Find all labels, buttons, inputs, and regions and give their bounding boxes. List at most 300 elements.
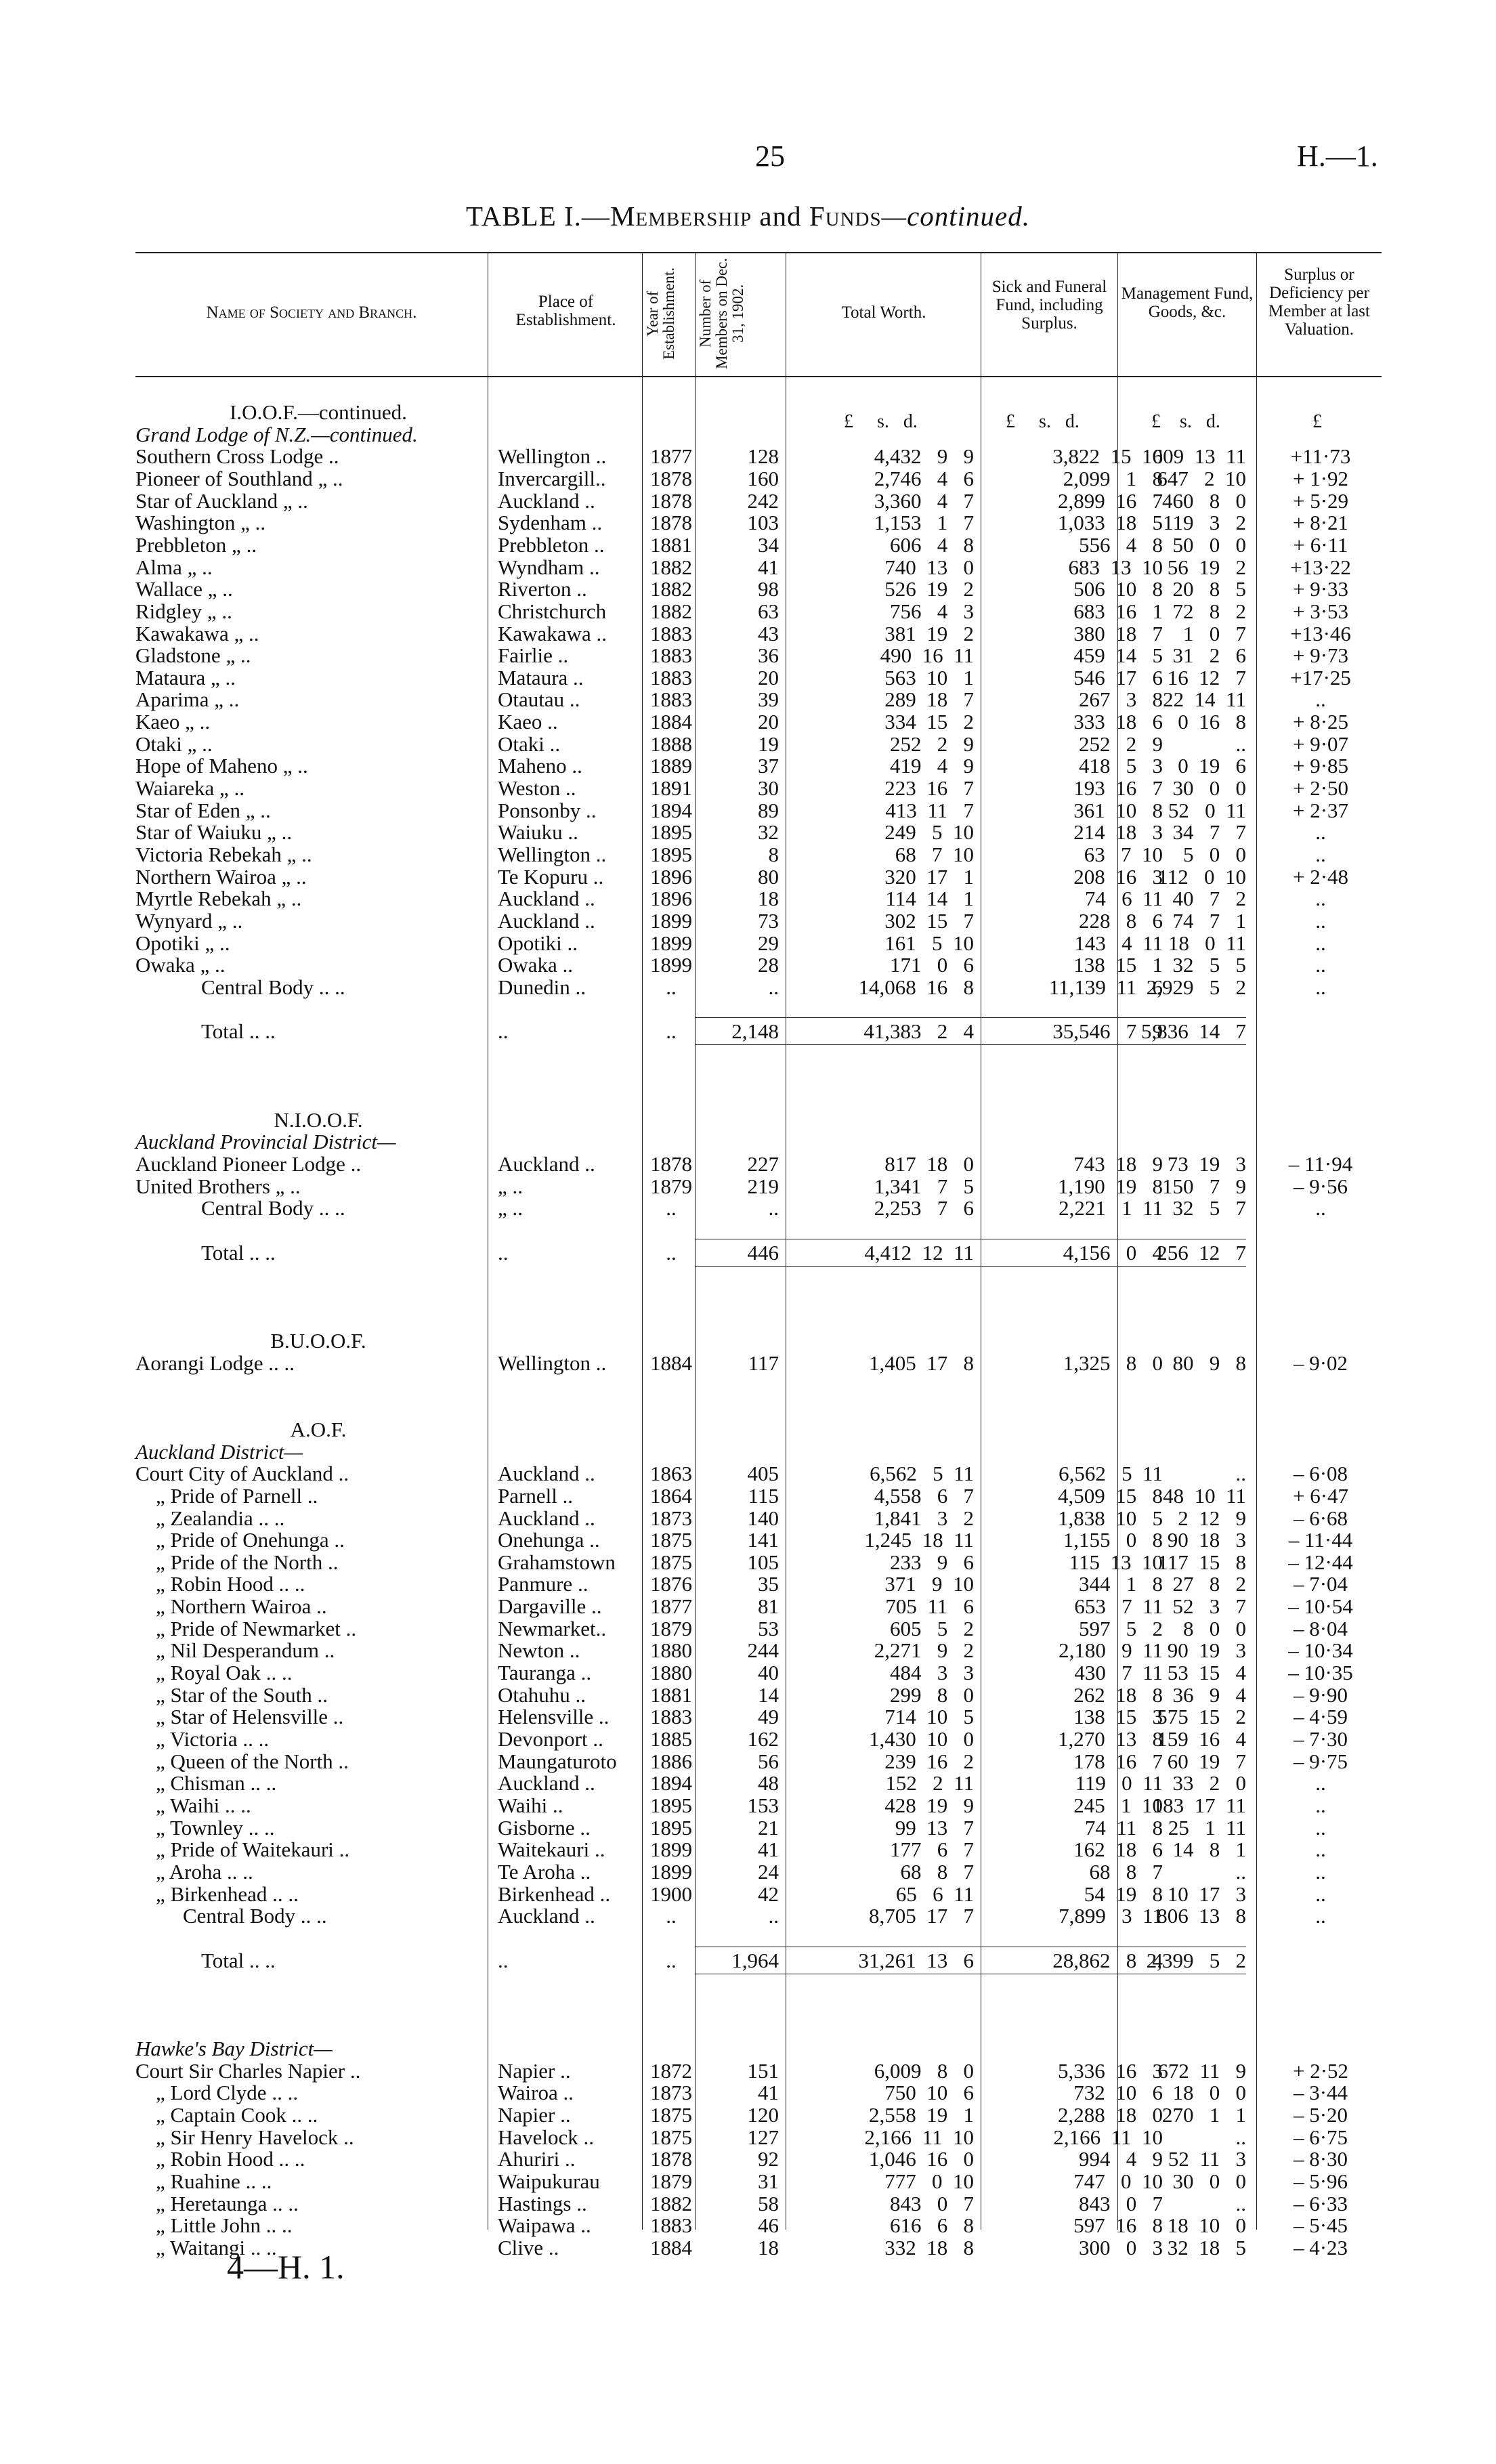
branch-name: United Brothers „ .. (135, 1174, 301, 1198)
branch-name: „ Star of the South .. (156, 1682, 328, 1707)
place: Te Aroha .. (498, 1859, 591, 1884)
branch-name: „ Queen of the North .. (156, 1749, 349, 1773)
sick-fund: 1,270 13 8 (1058, 1727, 1163, 1751)
district-name: Hawke's Bay District— (135, 2037, 333, 2061)
place: Birkenhead .. (498, 1882, 611, 1906)
sick-fund: 35,546 7 9 (1052, 1019, 1163, 1044)
total-worth: 223 16 7 (884, 776, 974, 801)
place: Clive .. (498, 2235, 559, 2259)
total-worth: 777 0 10 (884, 2169, 974, 2193)
header-year: Year of Establishment. (644, 267, 677, 360)
sick-fund: 2,180 9 11 (1059, 1638, 1163, 1663)
management-fund: 575 15 2 (1157, 1705, 1246, 1729)
total-worth: 41,383 2 4 (863, 1019, 974, 1044)
total-worth: 843 0 7 (890, 2191, 974, 2215)
year: 1888 (650, 731, 692, 756)
place: „ .. (498, 1196, 523, 1220)
year: 1878 (650, 466, 692, 490)
sick-fund: 1,033 18 5 (1058, 511, 1163, 535)
total-worth: 2,253 7 6 (874, 1196, 974, 1220)
year: 1879 (650, 1174, 692, 1198)
surplus: + 2·37 (1292, 798, 1349, 822)
place: Auckland .. (498, 1771, 595, 1796)
management-fund: 18 0 11 (1168, 931, 1246, 955)
branch-name: Pioneer of Southland „ .. (135, 466, 343, 490)
surplus: + 1·92 (1292, 466, 1349, 490)
year: 1895 (650, 1793, 692, 1817)
sick-fund: 74 11 8 (1084, 1815, 1163, 1840)
place: .. (498, 1948, 509, 1972)
table-row (0, 1772, 1496, 1795)
surplus: – 6·33 (1293, 2191, 1348, 2215)
surplus: + 2·48 (1292, 864, 1349, 889)
branch-name: „ Victoria .. .. (156, 1727, 270, 1751)
table-row (0, 556, 1496, 579)
place: Christchurch (498, 599, 607, 623)
year: .. (666, 1019, 677, 1044)
header-worth: Total Worth. (841, 303, 926, 322)
branch-name: Wynyard „ .. (135, 908, 243, 933)
sick-fund: 2,288 18 0 (1058, 2103, 1163, 2127)
surplus: – 10·34 (1288, 1638, 1353, 1663)
year: 1899 (650, 908, 692, 933)
place: Maheno .. (498, 754, 582, 778)
year: 1883 (650, 643, 692, 668)
total-worth: 320 17 1 (884, 864, 974, 889)
management-fund: 0 16 8 (1178, 710, 1246, 734)
management-fund: 8 0 0 (1183, 1616, 1246, 1640)
sick-fund: 6,562 5 11 (1059, 1462, 1163, 1486)
year: 1884 (650, 710, 692, 734)
total-worth: 1,430 10 0 (869, 1727, 974, 1751)
place: Wellington .. (498, 1351, 607, 1375)
members: 18 (758, 887, 779, 911)
year: 1879 (650, 1616, 692, 1640)
sick-fund: 333 18 6 (1073, 710, 1163, 734)
total-worth: 605 5 2 (890, 1616, 974, 1640)
sick-fund: 162 18 6 (1073, 1838, 1163, 1862)
total-worth: 563 10 1 (884, 665, 974, 689)
management-fund: 32 5 7 (1172, 1196, 1246, 1220)
management-fund: 460 8 0 (1162, 488, 1246, 513)
table-row (0, 2104, 1496, 2127)
members: 30 (758, 776, 779, 801)
branch-name: Opotiki „ .. (135, 931, 230, 955)
total-worth: 1,405 17 8 (869, 1351, 974, 1375)
year: 1880 (650, 1661, 692, 1685)
sick-fund: 4,156 0 4 (1063, 1240, 1163, 1265)
table-row (0, 1661, 1496, 1684)
title-and: and (752, 200, 809, 232)
total-worth: 68 7 10 (895, 843, 974, 866)
members: 19 (758, 731, 779, 756)
table-row (0, 445, 1496, 468)
place: Parnell .. (498, 1483, 574, 1508)
table-row (0, 1838, 1496, 1861)
year: 1895 (650, 1815, 692, 1840)
district-name: Grand Lodge of N.Z.—continued. (135, 422, 418, 446)
branch-name: „ Waitangi .. .. (156, 2235, 277, 2259)
place: „ .. (498, 1174, 523, 1198)
members: 41 (758, 1838, 779, 1862)
management-fund: 60 19 7 (1167, 1749, 1246, 1773)
place: Te Kopuru .. (498, 864, 604, 889)
members: 18 (758, 2235, 779, 2259)
footer-signature: 4—H. 1. (227, 2248, 345, 2286)
branch-name: Aparima „ .. (135, 687, 240, 712)
members: 117 (748, 1351, 779, 1375)
table-row (0, 1705, 1496, 1728)
total-worth: 526 19 2 (884, 577, 974, 601)
surplus: + 9·85 (1292, 754, 1349, 778)
management-fund: 36 9 4 (1172, 1682, 1246, 1707)
surplus: .. (1315, 931, 1326, 955)
year: .. (666, 1196, 677, 1220)
table-row (0, 910, 1496, 933)
place: Hastings .. (498, 2191, 587, 2215)
sick-fund: 344 1 8 (1079, 1572, 1163, 1596)
district-name: Auckland Provincial District— (135, 1130, 396, 1154)
management-fund: 2,929 5 2 (1146, 975, 1246, 999)
management-fund: 50 0 0 (1172, 532, 1246, 557)
branch-name: „ Ruahine .. .. (156, 2169, 272, 2193)
management-fund: 117 15 8 (1157, 1550, 1246, 1574)
branch-name: Hope of Maheno „ .. (135, 754, 308, 778)
members: 73 (758, 908, 779, 933)
table-row (0, 2081, 1496, 2104)
surplus: .. (1315, 687, 1326, 712)
members: 115 (748, 1483, 779, 1508)
total-worth: 817 18 0 (884, 1152, 974, 1176)
branch-name: Total .. .. (201, 1019, 276, 1044)
branch-name: „ Little John .. .. (156, 2213, 293, 2238)
table-row (0, 1817, 1496, 1840)
table-row (0, 1861, 1496, 1884)
table-row (0, 622, 1496, 645)
total-rule-bottom (695, 1266, 1246, 1267)
management-fund: 33 2 0 (1172, 1771, 1246, 1796)
surplus: – 5·96 (1293, 2169, 1348, 2193)
year: .. (666, 1904, 677, 1928)
place: Dunedin .. (498, 975, 586, 999)
surplus: .. (1315, 887, 1326, 911)
sick-fund: 252 2 9 (1079, 731, 1163, 756)
management-fund: 32 5 5 (1172, 953, 1246, 977)
place: Otaki .. (498, 731, 561, 756)
total-worth: 14,068 16 8 (858, 975, 974, 999)
total-worth: 332 18 8 (884, 2235, 974, 2259)
table-row (0, 2060, 1496, 2083)
surplus: – 11·94 (1288, 1152, 1353, 1176)
management-fund: 90 19 3 (1167, 1638, 1246, 1663)
branch-name: Star of Auckland „ .. (135, 488, 308, 513)
district-heading (0, 423, 1496, 446)
total-worth: 152 2 11 (885, 1771, 974, 1796)
total-worth: 1,153 1 7 (874, 511, 974, 535)
year: 1883 (650, 687, 692, 712)
sick-fund: 214 18 3 (1073, 820, 1163, 845)
table-row (0, 821, 1496, 844)
year: 1894 (650, 798, 692, 822)
members: 63 (758, 599, 779, 623)
table-row (0, 755, 1496, 778)
total-worth: 381 19 2 (884, 621, 974, 645)
members: .. (768, 1196, 779, 1220)
place: Waihi .. (498, 1793, 563, 1817)
management-fund: 56 19 2 (1167, 555, 1246, 579)
place: Waipawa .. (498, 2213, 591, 2238)
place: Owaka .. (498, 953, 574, 977)
members: 128 (747, 444, 779, 469)
sick-fund: 208 16 3 (1073, 864, 1163, 889)
sick-fund: 54 19 8 (1084, 1882, 1163, 1906)
title-membership: Membership (610, 200, 752, 232)
table-row (0, 644, 1496, 667)
table-row (0, 2192, 1496, 2215)
place: Waiuku .. (498, 820, 578, 845)
members: 127 (747, 2125, 779, 2149)
branch-name: „ Zealandia .. .. (156, 1506, 285, 1530)
management-fund: 2 12 9 (1178, 1506, 1246, 1530)
year: 1899 (650, 1859, 692, 1884)
branch-name: Central Body .. .. (201, 975, 345, 999)
members: 37 (758, 754, 779, 778)
members: 80 (758, 864, 779, 889)
total-worth: 484 3 3 (890, 1661, 974, 1685)
year: 1875 (650, 1528, 692, 1552)
place: Wellington .. (498, 843, 607, 866)
place: Otautau .. (498, 687, 580, 712)
sick-fund: 11,139 11 6 (1048, 975, 1163, 999)
surplus: +17·25 (1290, 665, 1351, 689)
year: 1877 (650, 1594, 692, 1619)
sick-fund: 597 16 8 (1073, 2213, 1163, 2238)
place: Kawakawa .. (498, 621, 607, 645)
members: 40 (758, 1661, 779, 1685)
total-worth: 3,360 4 7 (874, 488, 974, 513)
branch-name: „ Nil Desperandum .. (156, 1638, 335, 1663)
branch-name: Auckland Pioneer Lodge .. (135, 1152, 362, 1176)
management-fund: .. (1235, 1462, 1246, 1486)
surplus: .. (1315, 820, 1326, 845)
table-row (0, 1573, 1496, 1596)
table-row (0, 2214, 1496, 2237)
management-fund: 150 7 9 (1162, 1174, 1246, 1198)
sick-fund: 138 15 3 (1073, 1705, 1163, 1729)
header-surplus: Surplus or Deficiency per Member at last Valuation. (1268, 265, 1370, 339)
management-fund: 90 18 3 (1167, 1528, 1246, 1552)
year: 1895 (650, 843, 692, 866)
branch-name: „ Robin Hood .. .. (156, 1572, 305, 1596)
members: 20 (758, 710, 779, 734)
total-row (0, 1020, 1496, 1043)
total-rule-bottom (695, 1044, 1246, 1045)
sick-fund: 5,336 16 3 (1058, 2058, 1163, 2083)
sick-fund: 4,509 15 8 (1058, 1483, 1163, 1508)
sick-fund: 683 16 1 (1073, 599, 1163, 623)
surplus: + 8·25 (1292, 710, 1349, 734)
society-name: N.I.O.O.F. (274, 1107, 363, 1132)
year: 1863 (650, 1462, 692, 1486)
year: 1872 (650, 2058, 692, 2083)
management-fund: 112 0 10 (1157, 864, 1246, 889)
total-worth: 428 19 9 (884, 1793, 974, 1817)
branch-name: „ Pride of Waitekauri .. (156, 1838, 350, 1862)
members: 56 (758, 1749, 779, 1773)
surplus: .. (1315, 1838, 1326, 1862)
table-row (0, 2148, 1496, 2171)
management-fund: 52 0 11 (1168, 798, 1246, 822)
sick-fund: 1,190 19 8 (1058, 1174, 1163, 1198)
table-row (0, 534, 1496, 557)
year: .. (666, 1240, 677, 1265)
management-fund: .. (1235, 2125, 1246, 2149)
branch-name: Ridgley „ .. (135, 599, 232, 623)
title-prefix: TABLE I.— (465, 200, 610, 232)
header-members: Number of Members on Dec. 31, 1902. (697, 257, 746, 370)
place: Wairoa .. (498, 2081, 574, 2105)
management-fund: 806 13 8 (1157, 1904, 1246, 1928)
members: 1,964 (731, 1948, 779, 1972)
year: 1881 (650, 1682, 692, 1707)
management-fund: 18 10 0 (1167, 2213, 1246, 2238)
place: Auckland .. (498, 1506, 595, 1530)
surplus: – 6·68 (1293, 1506, 1348, 1530)
total-worth: 705 11 6 (885, 1594, 974, 1619)
surplus: .. (1315, 1815, 1326, 1840)
table-row (0, 1551, 1496, 1574)
year: 1896 (650, 864, 692, 889)
management-fund: 32 18 5 (1167, 2235, 1246, 2259)
branch-name: Aorangi Lodge .. .. (135, 1351, 295, 1375)
members: 53 (758, 1616, 779, 1640)
management-fund: 0 19 6 (1178, 754, 1246, 778)
society-name: A.O.F. (290, 1417, 347, 1441)
place: .. (498, 1240, 509, 1265)
management-fund: 40 7 2 (1172, 887, 1246, 911)
management-fund: 1 0 7 (1183, 621, 1246, 645)
society-heading (0, 1418, 1496, 1441)
total-worth: 8,705 17 7 (869, 1904, 974, 1928)
surplus: .. (1315, 1196, 1326, 1220)
sick-fund: 245 1 10 (1073, 1793, 1163, 1817)
members: 32 (758, 820, 779, 845)
management-fund: 27 8 2 (1172, 1572, 1246, 1596)
sick-fund: 193 16 7 (1073, 776, 1163, 801)
surplus: – 9·90 (1293, 1682, 1348, 1707)
table-row (0, 799, 1496, 822)
year: 1882 (650, 577, 692, 601)
management-fund: 52 3 7 (1172, 1594, 1246, 1619)
surplus: + 3·53 (1292, 599, 1349, 623)
total-worth: 99 13 7 (895, 1815, 974, 1840)
year: 1876 (650, 1572, 692, 1596)
members: 103 (747, 511, 779, 535)
year: 1882 (650, 2191, 692, 2215)
sick-fund: 380 18 7 (1073, 621, 1163, 645)
branch-name: Prebbleton „ .. (135, 532, 257, 557)
place: Auckland .. (498, 887, 595, 911)
surplus: + 9·33 (1292, 577, 1349, 601)
branch-name: Central Body .. .. (183, 1904, 327, 1928)
year: 1884 (650, 2235, 692, 2259)
surplus: .. (1315, 908, 1326, 933)
surplus: + 8·21 (1292, 511, 1349, 535)
management-fund: 52 11 3 (1168, 2147, 1246, 2171)
place: Napier .. (498, 2103, 571, 2127)
members: 58 (758, 2191, 779, 2215)
sick-units: £ s. d. (1006, 411, 1080, 432)
total-rule (695, 1017, 1246, 1018)
year: 1875 (650, 1550, 692, 1574)
table-row (0, 1352, 1496, 1375)
sick-fund: 138 15 1 (1073, 953, 1163, 977)
management-fund: .. (1235, 2191, 1246, 2215)
total-worth: 2,558 19 1 (869, 2103, 974, 2127)
surplus: – 4·23 (1293, 2235, 1348, 2259)
members: 162 (747, 1727, 779, 1751)
table-row (0, 976, 1496, 999)
table-row (0, 1728, 1496, 1751)
surplus: +13·22 (1290, 555, 1351, 579)
members: 28 (758, 953, 779, 977)
surplus: .. (1315, 1793, 1326, 1817)
society-heading (0, 1109, 1496, 1132)
branch-name: „ Lord Clyde .. .. (156, 2081, 299, 2105)
year: 1882 (650, 555, 692, 579)
surplus: – 7·30 (1293, 1727, 1348, 1751)
branch-name: Court City of Auckland .. (135, 1462, 349, 1486)
year: 1877 (650, 444, 692, 469)
members: 35 (758, 1572, 779, 1596)
total-worth: 371 9 10 (884, 1572, 974, 1596)
members: 46 (758, 2213, 779, 2238)
sick-fund: 843 0 7 (1079, 2191, 1163, 2215)
table-row (0, 2236, 1496, 2259)
sick-fund: 556 4 8 (1079, 532, 1163, 557)
branch-name: „ Star of Helensville .. (156, 1705, 344, 1729)
total-worth: 1,046 16 0 (869, 2147, 974, 2171)
management-fund: 119 3 2 (1163, 511, 1246, 535)
branch-name: Northern Wairoa „ .. (135, 864, 307, 889)
table-row (0, 600, 1496, 623)
place: Sydenham .. (498, 511, 603, 535)
place: Mataura .. (498, 665, 584, 689)
worth-units: £ s. d. (844, 411, 918, 432)
title-suffix: —continued. (881, 200, 1031, 232)
sick-fund: 361 10 8 (1073, 798, 1163, 822)
year: 1886 (650, 1749, 692, 1773)
members: 92 (758, 2147, 779, 2171)
surplus: – 10·54 (1288, 1594, 1353, 1619)
members: 41 (758, 555, 779, 579)
surplus: – 3·44 (1293, 2081, 1348, 2105)
place: .. (498, 1019, 509, 1044)
management-fund: 48 10 11 (1163, 1483, 1246, 1508)
total-worth: 161 5 10 (884, 931, 974, 955)
sick-fund: 300 0 3 (1079, 2235, 1163, 2259)
management-fund: 10 17 3 (1167, 1882, 1246, 1906)
branch-name: Victoria Rebekah „ .. (135, 843, 312, 866)
header-bottom-rule (135, 376, 1382, 377)
place: Dargaville .. (498, 1594, 602, 1619)
surplus: .. (1315, 975, 1326, 999)
district-heading (0, 2037, 1496, 2060)
table-row (0, 1485, 1496, 1508)
members: 405 (747, 1462, 779, 1486)
place: Riverton .. (498, 577, 587, 601)
total-worth: 6,562 5 11 (870, 1462, 974, 1486)
